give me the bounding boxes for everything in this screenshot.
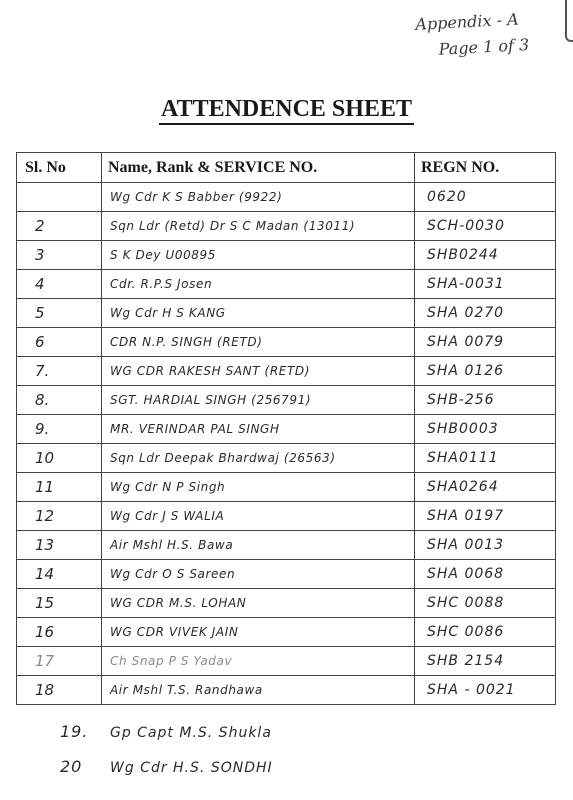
row-sl-no: 14	[17, 560, 102, 589]
row-regn: SHB-256	[415, 386, 556, 415]
row-sl-no: 9.	[17, 415, 102, 444]
row-sl-no: 13	[17, 531, 102, 560]
row-name: CDR N.P. SINGH (RETD)	[102, 328, 415, 357]
row-name: Sqn Ldr Deepak Bhardwaj (26563)	[102, 444, 415, 473]
row-name: Wg Cdr K S Babber (9922)	[102, 183, 415, 212]
row-name: Wg Cdr H.S. SONDHI	[110, 760, 273, 776]
row-sl-no: 10	[17, 444, 102, 473]
list-item	[60, 722, 520, 741]
table-row	[17, 357, 556, 386]
table-row	[17, 270, 556, 299]
table-row	[17, 386, 556, 415]
table-row	[17, 183, 556, 212]
row-regn: SHB0244	[415, 241, 556, 270]
table-row	[17, 473, 556, 502]
list-item	[60, 757, 520, 776]
row-name: Cdr. R.P.S Josen	[102, 270, 415, 299]
row-regn: SHA 0270	[415, 299, 556, 328]
row-regn: SHA-0031	[415, 270, 556, 299]
table-row	[17, 328, 556, 357]
table-row	[17, 212, 556, 241]
row-regn: SHA0264	[415, 473, 556, 502]
row-name: Sqn Ldr (Retd) Dr S C Madan (13011)	[102, 212, 415, 241]
row-sl-no: 15	[17, 589, 102, 618]
row-sl-no	[17, 183, 102, 212]
table-row	[17, 502, 556, 531]
page-title: ATTENDENCE SHEET	[0, 96, 573, 123]
row-sl-no: 7.	[17, 357, 102, 386]
row-sl-no: 16	[17, 618, 102, 647]
row-regn: SHA 0068	[415, 560, 556, 589]
header-sl-no: Sl. No	[17, 153, 102, 183]
row-regn: SHB 2154	[415, 647, 556, 676]
row-sl-no: 20	[60, 757, 83, 776]
table-row	[17, 560, 556, 589]
table-row	[17, 618, 556, 647]
attendance-table	[16, 152, 556, 705]
row-sl-no: 4	[17, 270, 102, 299]
row-name: WG CDR M.S. LOHAN	[102, 589, 415, 618]
row-name: Ch Snap P S Yadav	[102, 647, 415, 676]
row-regn: SHA 0126	[415, 357, 556, 386]
row-sl-no: 19.	[60, 722, 89, 741]
row-regn: SHA 0013	[415, 531, 556, 560]
row-name: Air Mshl H.S. Bawa	[102, 531, 415, 560]
row-sl-no: 3	[17, 241, 102, 270]
row-regn: SHA 0079	[415, 328, 556, 357]
table-header-row	[17, 153, 556, 183]
row-sl-no: 8.	[17, 386, 102, 415]
row-regn: SHA 0197	[415, 502, 556, 531]
row-name: S K Dey U00895	[102, 241, 415, 270]
row-regn: SCH-0030	[415, 212, 556, 241]
row-name: Air Mshl T.S. Randhawa	[102, 676, 415, 705]
row-regn: SHA - 0021	[415, 676, 556, 705]
row-name: Wg Cdr N P Singh	[102, 473, 415, 502]
table-row	[17, 531, 556, 560]
header-name: Name, Rank & SERVICE NO.	[102, 153, 415, 183]
table-row	[17, 241, 556, 270]
row-sl-no: 5	[17, 299, 102, 328]
row-sl-no: 12	[17, 502, 102, 531]
row-name: Wg Cdr J S WALIA	[102, 502, 415, 531]
row-name: WG CDR RAKESH SANT (RETD)	[102, 357, 415, 386]
table-row	[17, 444, 556, 473]
table-row	[17, 676, 556, 705]
row-name: Wg Cdr H S KANG	[102, 299, 415, 328]
appendix-label: Appendix - A	[414, 9, 520, 34]
row-sl-no: 6	[17, 328, 102, 357]
table-row	[17, 647, 556, 676]
row-name: SGT. HARDIAL SINGH (256791)	[102, 386, 415, 415]
row-regn: 0620	[415, 183, 556, 212]
page-reference-note	[415, 4, 568, 64]
row-name: Gp Capt M.S. Shukla	[110, 725, 272, 741]
table-row	[17, 299, 556, 328]
header-regn: REGN NO.	[415, 153, 556, 183]
row-sl-no: 18	[17, 676, 102, 705]
row-sl-no: 17	[17, 647, 102, 676]
table-row	[17, 415, 556, 444]
table-row	[17, 589, 556, 618]
row-regn: SHA0111	[415, 444, 556, 473]
row-sl-no: 2	[17, 212, 102, 241]
page-number-label: Page 1 of 3	[438, 35, 530, 59]
row-regn: SHB0003	[415, 415, 556, 444]
page-edge-mark	[565, 0, 573, 42]
row-name: WG CDR VIVEK JAIN	[102, 618, 415, 647]
row-name: MR. VERINDAR PAL SINGH	[102, 415, 415, 444]
row-sl-no: 11	[17, 473, 102, 502]
row-regn: SHC 0086	[415, 618, 556, 647]
row-name: Wg Cdr O S Sareen	[102, 560, 415, 589]
row-regn: SHC 0088	[415, 589, 556, 618]
